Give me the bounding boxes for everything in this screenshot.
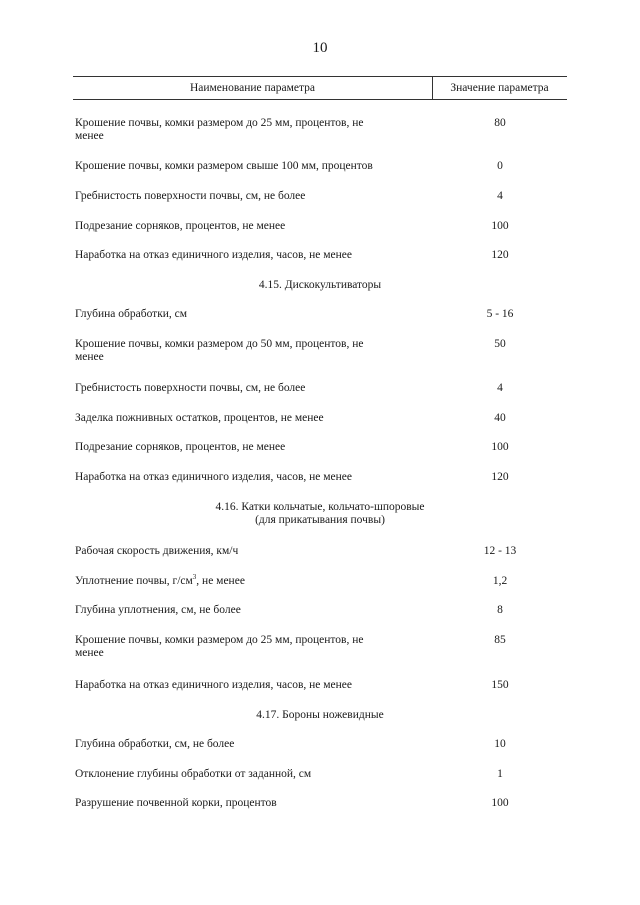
row-value: 1,2: [492, 575, 508, 587]
row-value: 85: [494, 634, 506, 646]
section-heading-line: 4.15. Дискокультиваторы: [258, 279, 382, 291]
row-label: Крошение почвы, комки размером до 50 мм, процентов, не менее: [75, 338, 364, 363]
section-heading-line: (для прикатывания почвы): [255, 514, 385, 526]
row-label: Разрушение почвенной корки, процентов: [75, 797, 277, 809]
table-header-rule: [73, 99, 567, 100]
section-heading-knife-harrows: [73, 709, 567, 722]
row-label: Глубина уплотнения, см, не более: [75, 604, 241, 616]
row-value: 5 - 16: [486, 308, 514, 320]
row-value: 50: [494, 338, 506, 350]
section-heading-ring-rollers: [73, 501, 567, 527]
header-parameter-name: Наименование параметра: [189, 82, 316, 94]
row-label: Рабочая скорость движения, км/ч: [75, 545, 239, 557]
row-value: 10: [494, 738, 506, 750]
row-value: 0: [497, 160, 503, 172]
header-parameter-value: Значение параметра: [450, 82, 549, 94]
section-heading-line: 4.16. Катки кольчатые, кольчато-шпоровые: [215, 501, 425, 513]
row-label: Глубина обработки, см: [75, 308, 188, 320]
row-value: 40: [494, 412, 506, 424]
row-label: Крошение почвы, комки размером до 25 мм, процентов, не менее: [75, 634, 364, 659]
row-value: 100: [491, 220, 509, 232]
row-value: 120: [491, 471, 509, 483]
row-label: Отклонение глубины обработки от заданной, см: [75, 768, 312, 780]
row-label: Наработка на отказ единичного изделия, часов, не менее: [75, 471, 353, 483]
page-number: 10: [312, 40, 328, 56]
row-label: Заделка пожнивных остатков, процентов, не менее: [75, 412, 324, 424]
row-label: Крошение почвы, комки размером до 25 мм, процентов, не менее: [75, 117, 364, 142]
row-value: 150: [491, 679, 509, 691]
row-label: Гребнистость поверхности почвы, см, не более: [75, 190, 306, 202]
row-value: 100: [491, 441, 509, 453]
row-label: [75, 575, 405, 588]
row-value: 12 - 13: [483, 545, 517, 557]
row-label: Глубина обработки, см, не более: [75, 738, 235, 750]
row-value: 1: [497, 768, 503, 780]
row-label: Подрезание сорняков, процентов, не менее: [75, 441, 286, 453]
row-label: Гребнистость поверхности почвы, см, не более: [75, 382, 306, 394]
row-value: 100: [491, 797, 509, 809]
superscript-exponent: 3: [192, 573, 197, 582]
row-label: Наработка на отказ единичного изделия, часов, не менее: [75, 249, 353, 261]
row-label-text: , не менее: [196, 575, 245, 587]
section-heading-line: 4.17. Бороны ножевидные: [256, 709, 384, 721]
table-top-rule: [73, 76, 567, 77]
row-value: 4: [497, 190, 503, 202]
row-value: 4: [497, 382, 503, 394]
row-label: Наработка на отказ единичного изделия, часов, не менее: [75, 679, 353, 691]
row-value: 80: [494, 117, 506, 129]
section-heading-disc-cultivators: [73, 279, 567, 292]
row-label: Подрезание сорняков, процентов, не менее: [75, 220, 286, 232]
row-label: Крошение почвы, комки размером свыше 100 мм, процентов: [75, 160, 373, 172]
row-label-text: Уплотнение почвы, г/см: [75, 575, 193, 587]
row-value: 120: [491, 249, 509, 261]
row-value: 8: [497, 604, 503, 616]
